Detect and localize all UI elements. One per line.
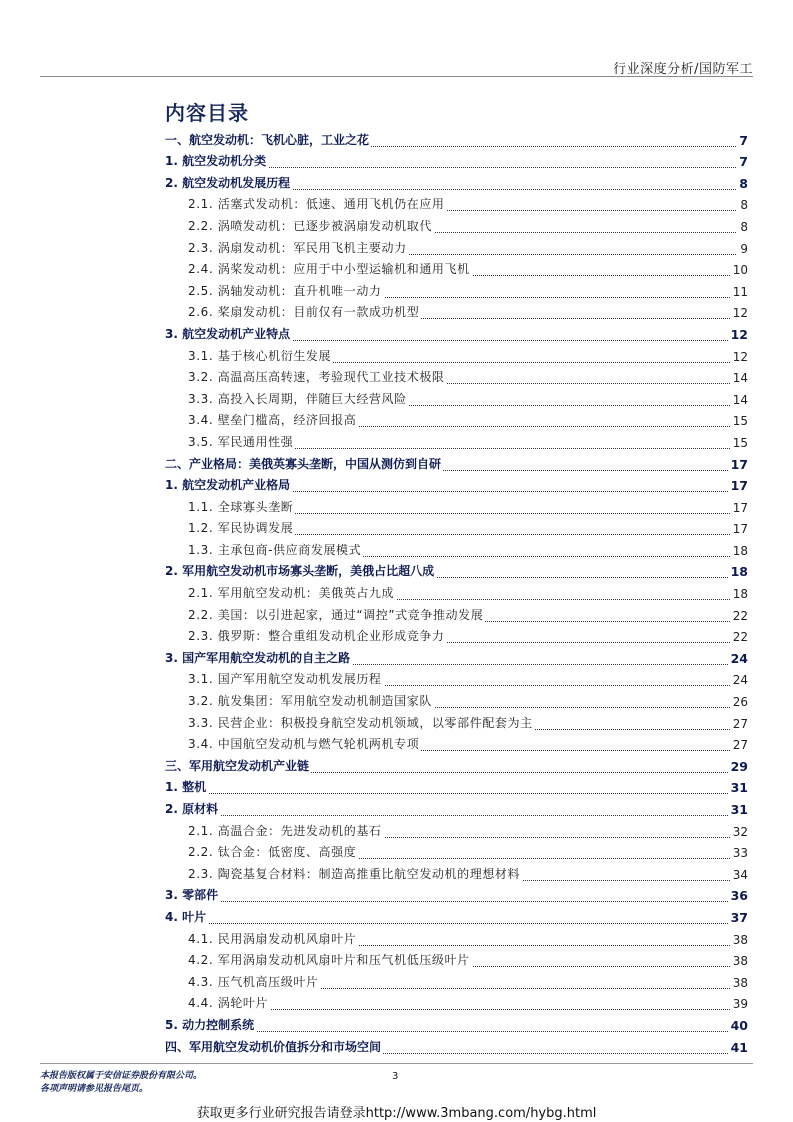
toc-entry[interactable] — [165, 950, 748, 972]
toc-entry-page: 8 — [737, 198, 748, 212]
toc-entry-page: 18 — [728, 564, 748, 579]
toc-entry-label: 3.5. 军民通用性强 — [188, 434, 294, 449]
toc-entry-page: 14 — [730, 393, 748, 407]
toc-entry-page: 17 — [728, 478, 748, 493]
toc-entry-label: 2. 航空发动机发展历程 — [165, 175, 291, 190]
toc-entry-page: 15 — [730, 436, 748, 450]
toc-entry[interactable] — [165, 863, 748, 885]
promo-link-text[interactable]: 获取更多行业研究报告请登录http://www.3mbang.com/hybg.html — [196, 1106, 597, 1121]
toc-entry-label: 3.3. 民营企业：积极投身航空发动机领域，以零部件配套为主 — [188, 715, 533, 730]
toc-entry[interactable] — [165, 129, 748, 151]
toc-entry-label: 4.1. 民用涡扇发动机风扇叶片 — [188, 931, 357, 946]
toc-entry[interactable] — [165, 151, 748, 173]
toc-entry-label: 3.4. 中国航空发动机与燃气轮机两机专项 — [188, 737, 420, 752]
copyright-disclaimer — [40, 1070, 202, 1096]
toc-entry-page: 18 — [730, 587, 748, 601]
toc-entry-page: 31 — [728, 802, 748, 817]
toc-entry-label: 2.1. 高温合金：先进发动机的基石 — [188, 823, 382, 838]
toc-entry-page: 9 — [737, 242, 748, 256]
footer-divider — [40, 1063, 753, 1064]
toc-entry-page: 17 — [730, 522, 748, 536]
toc-entry[interactable] — [165, 820, 748, 842]
toc-entry-page: 12 — [730, 350, 748, 364]
toc-entry-label: 2.2. 美国：以引进起家，通过“调控”式竞争推动发展 — [188, 607, 484, 622]
toc-entry-page: 27 — [730, 717, 748, 731]
toc-entry-label: 1.3. 主承包商-供应商发展模式 — [188, 542, 362, 557]
toc-entry-label: 四、军用航空发动机价值拆分和市场空间 — [165, 1039, 382, 1054]
toc-entry-label: 3.3. 高投入长周期，伴随巨大经营风险 — [188, 391, 407, 406]
toc-entry[interactable] — [165, 777, 748, 799]
toc-entry[interactable] — [165, 453, 748, 475]
toc-entry-page: 40 — [728, 1018, 748, 1033]
dot-leader — [165, 901, 748, 902]
toc-entry-page: 39 — [730, 997, 748, 1011]
toc-entry-label: 3.2. 高温高压高转速，考验现代工业技术极限 — [188, 370, 445, 385]
table-of-contents — [165, 129, 748, 1058]
toc-entry-label: 2.3. 涡扇发动机：军民用飞机主要动力 — [188, 240, 407, 255]
toc-entry[interactable] — [165, 194, 748, 216]
toc-entry-page: 38 — [730, 954, 748, 968]
toc-entry[interactable] — [165, 906, 748, 928]
toc-entry-label: 2.3. 陶瓷基复合材料：制造高推重比航空发动机的理想材料 — [188, 866, 521, 881]
toc-entry-label: 2.6. 桨扇发动机：目前仅有一款成功机型 — [188, 305, 420, 320]
toc-entry[interactable] — [165, 323, 748, 345]
toc-entry-page: 26 — [730, 695, 748, 709]
toc-entry-label: 2.4. 涡桨发动机：应用于中小型运输机和通用飞机 — [188, 262, 470, 277]
toc-entry[interactable] — [165, 475, 748, 497]
disclaimer-line-1: 本报告版权属于安信证券股份有限公司。 — [40, 1071, 203, 1081]
disclaimer-line-2: 各项声明请参见报告尾页。 — [40, 1084, 149, 1094]
page-header — [0, 56, 793, 76]
toc-entry-label: 三、军用航空发动机产业链 — [165, 758, 310, 773]
toc-entry-label: 2.3. 俄罗斯：整合重组发动机企业形成竞争力 — [188, 629, 445, 644]
toc-entry-page: 8 — [737, 220, 748, 234]
toc-entry-page: 7 — [736, 133, 748, 148]
toc-entry-page: 18 — [730, 544, 748, 558]
toc-entry-label: 4.3. 压气机高压级叶片 — [188, 974, 319, 989]
toc-entry-page: 14 — [730, 371, 748, 385]
toc-entry-page: 7 — [736, 154, 748, 169]
dot-leader — [165, 793, 748, 794]
toc-entry[interactable] — [165, 410, 748, 432]
toc-entry-label: 2. 原材料 — [165, 802, 219, 816]
toc-entry-label: 2.1. 活塞式发动机：低速、通用飞机仍在应用 — [188, 197, 445, 212]
toc-entry-page: 36 — [728, 888, 748, 903]
toc-entry-page: 15 — [730, 414, 748, 428]
toc-entry-label: 3. 国产军用航空发动机的自主之路 — [165, 650, 351, 665]
toc-entry-label: 2.2. 钛合金：低密度、高强度 — [188, 845, 357, 860]
toc-entry[interactable] — [165, 1014, 748, 1036]
toc-entry-page: 24 — [728, 651, 748, 666]
toc-entry[interactable] — [165, 561, 748, 583]
toc-entry-page: 33 — [730, 846, 748, 860]
toc-entry[interactable] — [165, 496, 748, 518]
toc-entry-label: 2.2. 涡喷发动机：已逐步被涡扇发动机取代 — [188, 218, 432, 233]
toc-entry-label: 3. 零部件 — [165, 888, 219, 903]
header-title: 行业深度分析/国防军工 — [613, 62, 753, 77]
toc-entry-page: 34 — [730, 868, 748, 882]
toc-entry[interactable] — [165, 518, 748, 540]
toc-entry-label: 3.2. 航发集团：军用航空发动机制造国家队 — [188, 694, 432, 709]
toc-title: 内容目录 — [165, 101, 249, 125]
toc-entry-page: 29 — [728, 759, 748, 774]
toc-entry[interactable] — [165, 431, 748, 453]
toc-entry[interactable] — [165, 669, 748, 691]
toc-entry[interactable] — [165, 755, 748, 777]
toc-entry[interactable] — [165, 172, 748, 194]
toc-entry[interactable] — [165, 626, 748, 648]
toc-entry-label: 3.1. 基于核心机衍生发展 — [188, 348, 332, 363]
toc-entry-page: 31 — [728, 780, 748, 795]
toc-entry-label: 5. 动力控制系统 — [165, 1017, 255, 1032]
toc-entry[interactable] — [165, 842, 748, 864]
toc-entry-page: 32 — [730, 825, 748, 839]
toc-entry-label: 二、产业格局：美俄英寡头垄断，中国从测仿到自研 — [165, 456, 442, 471]
toc-entry-label: 1.1. 全球寡头垄断 — [188, 499, 294, 514]
toc-entry[interactable] — [165, 928, 748, 950]
toc-entry[interactable] — [165, 345, 748, 367]
toc-entry[interactable] — [165, 690, 748, 712]
toc-entry-page: 12 — [730, 306, 748, 320]
toc-entry-page: 8 — [736, 176, 748, 191]
toc-entry-label: 一、航空发动机：飞机心脏，工业之花 — [165, 132, 370, 147]
toc-entry[interactable] — [165, 367, 748, 389]
toc-entry[interactable] — [165, 993, 748, 1015]
toc-entry-page: 12 — [728, 327, 748, 342]
dot-leader — [165, 923, 748, 924]
toc-entry-page: 11 — [730, 285, 748, 299]
toc-entry-label: 4. 叶片 — [165, 909, 207, 924]
toc-entry-page: 22 — [730, 630, 748, 644]
toc-entry-page: 17 — [728, 457, 748, 472]
toc-entry-label: 2.1. 军用航空发动机：美俄英占九成 — [188, 586, 395, 601]
toc-entry-label: 3.1. 国产军用航空发动机发展历程 — [188, 672, 382, 687]
toc-entry[interactable] — [165, 259, 748, 281]
toc-entry[interactable] — [165, 1036, 748, 1058]
toc-entry-page: 24 — [730, 673, 748, 687]
toc-entry-label: 1. 航空发动机分类 — [165, 154, 267, 169]
toc-entry[interactable] — [165, 798, 748, 820]
toc-entry[interactable] — [165, 604, 748, 626]
toc-entry[interactable] — [165, 712, 748, 734]
toc-entry[interactable] — [165, 237, 748, 259]
toc-entry-label: 1.2. 军民协调发展 — [188, 521, 294, 536]
toc-entry[interactable] — [165, 388, 748, 410]
toc-entry-label: 3. 航空发动机产业特点 — [165, 326, 291, 341]
header-divider — [40, 76, 753, 77]
toc-entry[interactable] — [165, 539, 748, 561]
toc-entry[interactable] — [165, 971, 748, 993]
toc-entry[interactable] — [165, 582, 748, 604]
toc-entry-page: 38 — [730, 933, 748, 947]
toc-entry[interactable] — [165, 734, 748, 756]
toc-entry-label: 2.5. 涡轴发动机：直升机唯一动力 — [188, 283, 382, 298]
toc-entry[interactable] — [165, 302, 748, 324]
toc-entry-label: 2. 军用航空发动机市场寡头垄断，美俄占比超八成 — [165, 564, 435, 579]
toc-entry[interactable] — [165, 280, 748, 302]
toc-entry-page: 41 — [728, 1040, 748, 1055]
toc-entry-page: 38 — [730, 976, 748, 990]
dot-leader — [188, 1009, 748, 1010]
dot-leader — [165, 815, 748, 816]
toc-entry-page: 37 — [728, 910, 748, 925]
toc-entry-label: 4.4. 涡轮叶片 — [188, 996, 269, 1011]
page-number: 3 — [392, 1071, 399, 1082]
toc-entry[interactable] — [165, 885, 748, 907]
toc-entry[interactable] — [165, 647, 748, 669]
toc-entry-label: 4.2. 军用涡扇发动机风扇叶片和压气机低压级叶片 — [188, 953, 470, 968]
toc-entry-page: 10 — [730, 263, 748, 277]
toc-entry-page: 27 — [730, 738, 748, 752]
toc-entry-label: 1. 航空发动机产业格局 — [165, 478, 291, 493]
toc-entry-page: 22 — [730, 609, 748, 623]
toc-entry-page: 17 — [730, 501, 748, 515]
toc-entry[interactable] — [165, 215, 748, 237]
toc-entry-label: 1. 整机 — [165, 780, 207, 795]
toc-entry-label: 3.4. 壁垒门槛高，经济回报高 — [188, 413, 357, 428]
